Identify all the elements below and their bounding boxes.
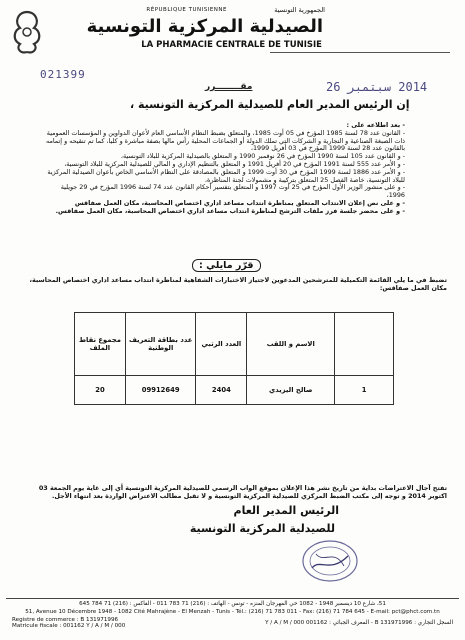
cell-name: صالح اليزيدي — [247, 376, 335, 405]
col-header-score: مجموع نقاط الملف — [75, 313, 126, 376]
preamble — [45, 122, 405, 216]
cell-score: 20 — [75, 376, 126, 405]
org-name-ar: الصيدلية المركزية التونسية — [86, 16, 323, 37]
footer-registre-ar: السجل التجاري : B 131971996 - المعرف الجبائي : 001162 Y / A / M / 000 — [265, 620, 453, 626]
document-date: 2014 سبتمبر 26 — [326, 80, 428, 94]
intro-line: تضبط في ما يلي القائمة التكميلية للمترشحين المدعوين لاجتياز الاختبارات الشفاهية لمناظرة انتداب مساعد اداري اختصاص المحاسبة، مكان العمل صفاقس: — [29, 276, 447, 292]
preamble-line: - و على محضر جلسة فرز ملفات الترشح لمناظرة انتداب مساعد اداري اختصاص المحاسبة، مكان العمل صفاقس. — [55, 206, 405, 215]
col-header-index — [335, 313, 394, 376]
reference-number: 021399 — [40, 68, 86, 81]
preamble-line: - بعد اطلاعه على : — [346, 121, 405, 129]
preamble-line: - و الأمر عدد 555 لسنة 1991 المؤرخ في 20 أفريل 1991 و المتعلق بالتنظيم الإداري و المالي للصيدلية المركزية للبلاد التونسية، — [64, 159, 405, 168]
header-rule — [270, 52, 450, 53]
cell-index: 1 — [335, 376, 394, 405]
preamble-line: - و على نص إعلان الانتداب المتعلق بمناظرة انتداب مساعد اداري اختصاص المحاسبة، مكان العمل صفاقس — [74, 198, 405, 207]
org-name-fr: LA PHARMACIE CENTRALE DE TUNISIE — [141, 40, 322, 50]
col-header-name: الاسم و اللقب — [247, 313, 335, 376]
preamble-line: - القانون عدد 78 لسنة 1985 المؤرخ في 05 أوت 1985، والمتعلق بضبط النظام الأساسي العام لأعوان الدواوين و المؤسسات العمومية ذات الصبغة الصناعية و التجارية و الشركات التي تملك الدولة أو الجماعات المحلية رأس مالها بصفة مباشرة و كليا، كما تم تنقيحه و إتمامه بالقانون عدد 28 لسنة 1999 المؤرخ في 03 أفريل 1999، — [46, 128, 405, 153]
official-stamp-icon — [300, 538, 360, 584]
table-header-row — [75, 313, 394, 376]
footer-matricule: Matricule fiscale : 001162 Y / A / M / 000 — [12, 623, 126, 629]
table-row — [75, 376, 394, 405]
document-title: إن الرئيس المدير العام للصيدلية المركزية التونسية ، — [130, 98, 410, 111]
republic-fr: RÉPUBLIQUE TUNISIENNE — [146, 7, 227, 13]
preamble-line: - و الأمر عدد 1886 لسنة 1999 المؤرخ في 30 أوت 1999 و المتعلق بالمصادقة على النظام الأساسي الخاص بأعوان الصيدلية المركزية للبلاد التونسية، خاصة الفصل 25 المتعلق بتركيبة و مشمولات لجنة المناظرة، — [47, 167, 405, 184]
closing-paragraph: تفتح آجال الاعتراضات بداية من تاريخ نشر هذا الإعلان بموقع الواب الرسمي للصيدلية المركزية التونسية أي إلى غاية يوم الجمعة 03 اكتوبر 2014 و توجه إلى مكتب الضبط المركزي للصيدلية المركزية التونسية و لا تقبل مطالب الاعتراض الواردة بعد انتهاء الأجل. — [38, 484, 447, 500]
signature-title-line1: الرئيس المدير العام — [233, 504, 339, 517]
signature-title-line2: للصيدلية المركزية التونسية — [189, 522, 335, 535]
results-table — [74, 312, 394, 405]
preamble-line: - و القانون عدد 105 لسنة 1990 المؤرخ في 26 نوفمبر 1990 و المتعلق بالصيدلية المركزية للبلاد التونسية، — [120, 152, 405, 161]
cell-id: 09912649 — [125, 376, 196, 405]
footer-registre: Registre de commerce : B 131971996 — [12, 617, 119, 623]
col-header-id: عدد بطاقة التعريف الوطنية — [125, 313, 196, 376]
footer-rule — [6, 598, 459, 599]
preamble-line: - و على منشور الوزير الأول المؤرخ في 25 أوت 1997 و المتعلق بتفسير أحكام القانون عدد 74 لسنة 1996 المؤرخ في 29 جويلية 1996، — [60, 183, 405, 200]
col-header-rank: العدد الرتبي — [196, 313, 247, 376]
cell-rank: 2404 — [196, 376, 247, 405]
decision-heading: قرّر مايلي : — [192, 259, 261, 272]
document-subject: مقــــــــرر — [205, 82, 253, 92]
republic-ar: الجمهورية التونسية — [274, 6, 325, 14]
footer-address-ar: 51، شارع 10 ديسمبر 1948 - 1082 حي المهرجان المنزه - تونس - الهاتف : (216) 71 783 011 - الفاكس : (216) 71 784 645 — [79, 601, 386, 607]
pharmacy-logo-icon — [8, 8, 46, 56]
footer-address-fr: 51, Avenue 10 Décembre 1948 - 1082 Cité Mahrajène - El Menzah - Tunis - Tél.: (216) 71 783 011 - Fax: (216) 71 784 645 - E-mail: pct@phct.com.tn — [25, 609, 440, 615]
